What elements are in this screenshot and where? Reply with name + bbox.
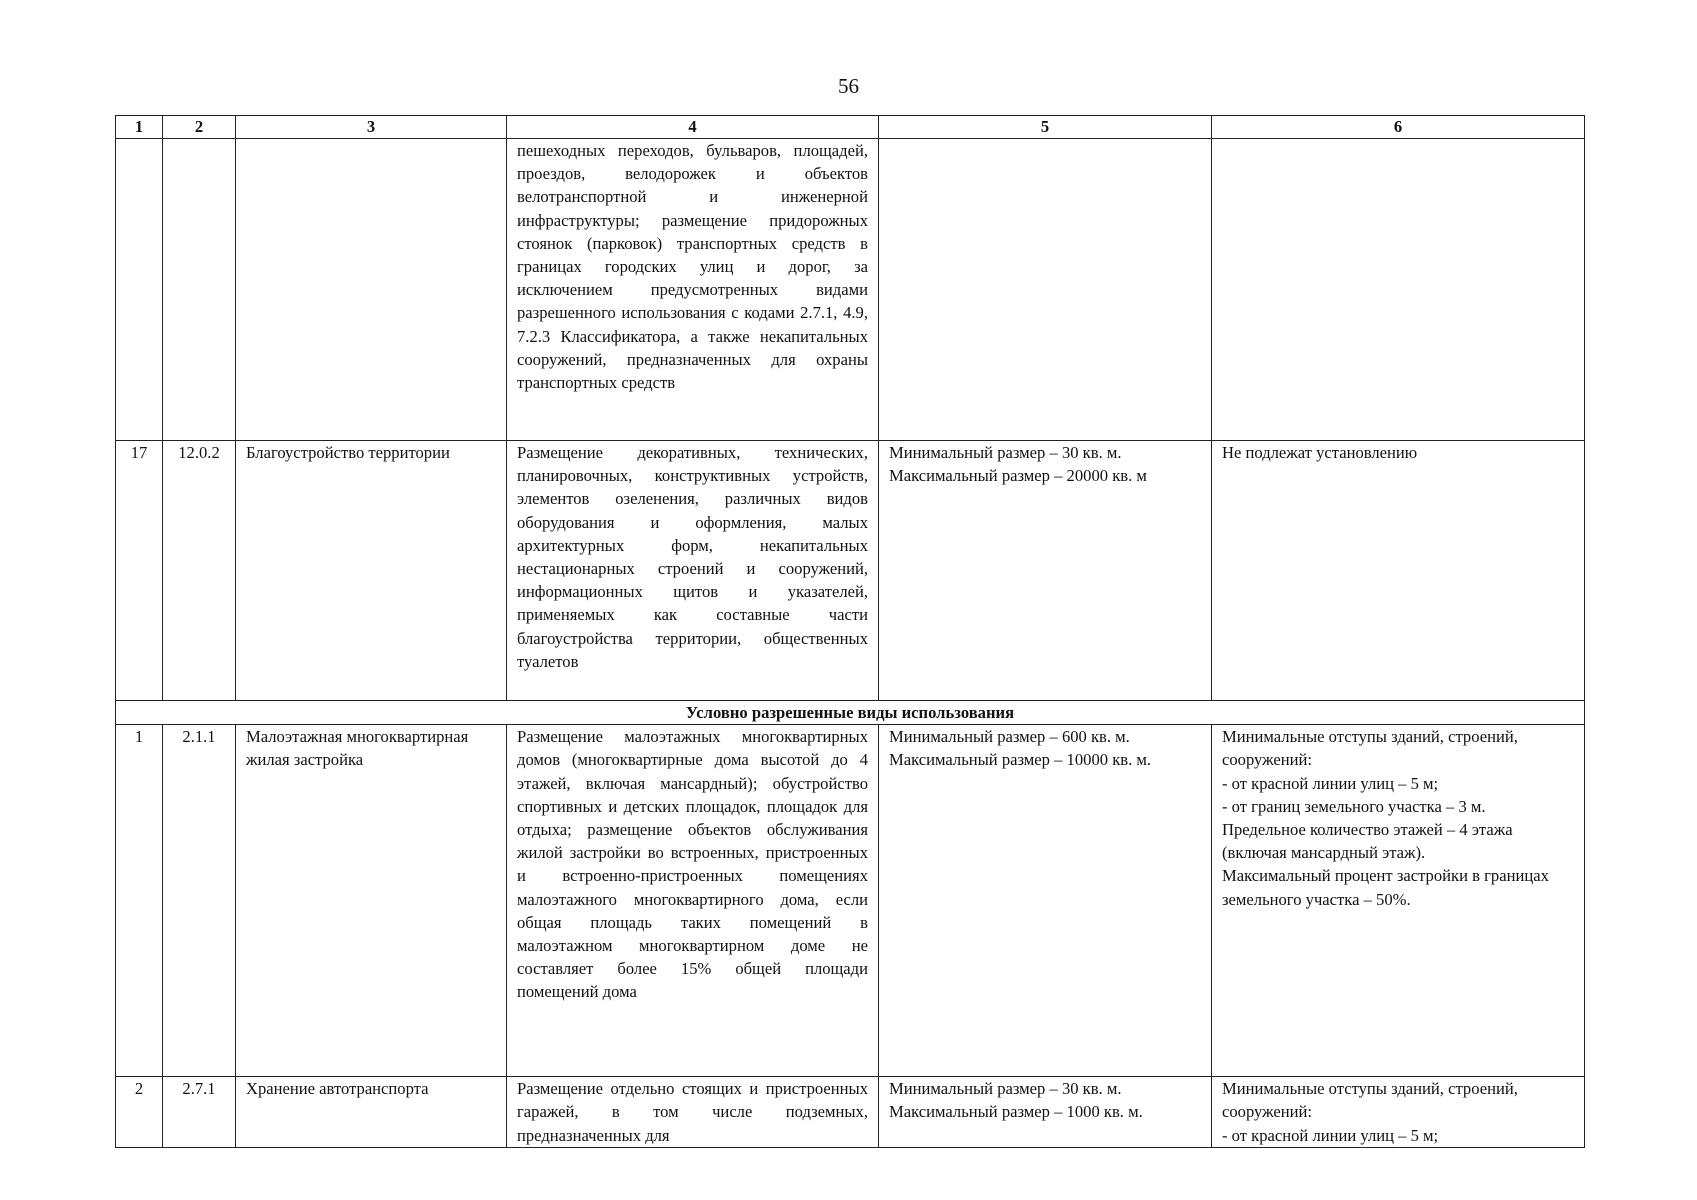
construction-parameters — [1212, 139, 1585, 441]
use-name: Благоустройство территории — [236, 441, 507, 701]
table-row — [116, 441, 1585, 701]
construction-parameters: Минимальные отступы зданий, строений, сооружений: - от красной линии улиц – 5 м; - от границ земельного участка – 3 м. Предельное количество этажей – 4 этажа (включая мансардный этаж). Максимальный процент застройки в границах земельного участка – 50%. — [1212, 725, 1585, 1077]
use-code: 2.1.1 — [163, 725, 236, 1077]
plot-size-limits: Минимальный размер – 600 кв. м. Максимальный размер – 10000 кв. м. — [879, 725, 1212, 1077]
page-number: 56 — [838, 74, 859, 98]
use-code — [163, 139, 236, 441]
use-code: 2.7.1 — [163, 1077, 236, 1148]
use-description: пешеходных переходов, бульваров, площадей, проездов, велодорожек и объектов велотранспортной и инженерной инфраструктуры; размещение придорожных стоянок (парковок) транспортных средств в границах городских улиц и дорог, за исключением предусмотренных видами разрешенного использования с кодами 2.7.1, 4.9, 7.2.3 Классификатора, а также некапитальных сооружений, предназначенных для охраны транспортных средств — [507, 139, 879, 441]
use-name: Хранение автотранспорта — [236, 1077, 507, 1148]
column-header-3: 3 — [236, 116, 507, 139]
table-row — [116, 139, 1585, 441]
use-name: Малоэтажная многоквартирная жилая застройка — [236, 725, 507, 1077]
section-title: Условно разрешенные виды использования — [116, 701, 1585, 725]
row-number — [116, 139, 163, 441]
row-number: 1 — [116, 725, 163, 1077]
column-number-row — [116, 116, 1585, 139]
column-header-4: 4 — [507, 116, 879, 139]
plot-size-limits: Минимальный размер – 30 кв. м. Максимальный размер – 1000 кв. м. — [879, 1077, 1212, 1148]
use-code: 12.0.2 — [163, 441, 236, 701]
column-header-6: 6 — [1212, 116, 1585, 139]
column-header-2: 2 — [163, 116, 236, 139]
table-row — [116, 1077, 1585, 1148]
plot-size-limits: Минимальный размер – 30 кв. м. Максимальный размер – 20000 кв. м — [879, 441, 1212, 701]
use-description: Размещение малоэтажных многоквартирных домов (многоквартирные дома высотой до 4 этажей, включая мансардный); обустройство спортивных и детских площадок, площадок для отдыха; размещение объектов обслуживания жилой застройки во встроенных, пристроенных и встроенно-пристроенных помещениях малоэтажного многоквартирного дома, если общая площадь таких помещений в малоэтажном многоквартирном доме не составляет более 15% общей площади помещений дома — [507, 725, 879, 1077]
row-number: 2 — [116, 1077, 163, 1148]
column-header-5: 5 — [879, 116, 1212, 139]
use-description: Размещение отдельно стоящих и пристроенных гаражей, в том числе подземных, предназначенных для — [507, 1077, 879, 1148]
use-name — [236, 139, 507, 441]
land-use-table — [115, 115, 1585, 1148]
table-row — [116, 725, 1585, 1077]
row-number: 17 — [116, 441, 163, 701]
construction-parameters: Минимальные отступы зданий, строений, сооружений: - от красной линии улиц – 5 м; — [1212, 1077, 1585, 1148]
use-description: Размещение декоративных, технических, планировочных, конструктивных устройств, элементов озеленения, различных видов оборудования и оформления, малых архитектурных форм, некапитальных нестационарных строений и сооружений, информационных щитов и указателей, применяемых как составные части благоустройства территории, общественных туалетов — [507, 441, 879, 701]
section-row — [116, 701, 1585, 725]
plot-size-limits — [879, 139, 1212, 441]
construction-parameters: Не подлежат установлению — [1212, 441, 1585, 701]
column-header-1: 1 — [116, 116, 163, 139]
